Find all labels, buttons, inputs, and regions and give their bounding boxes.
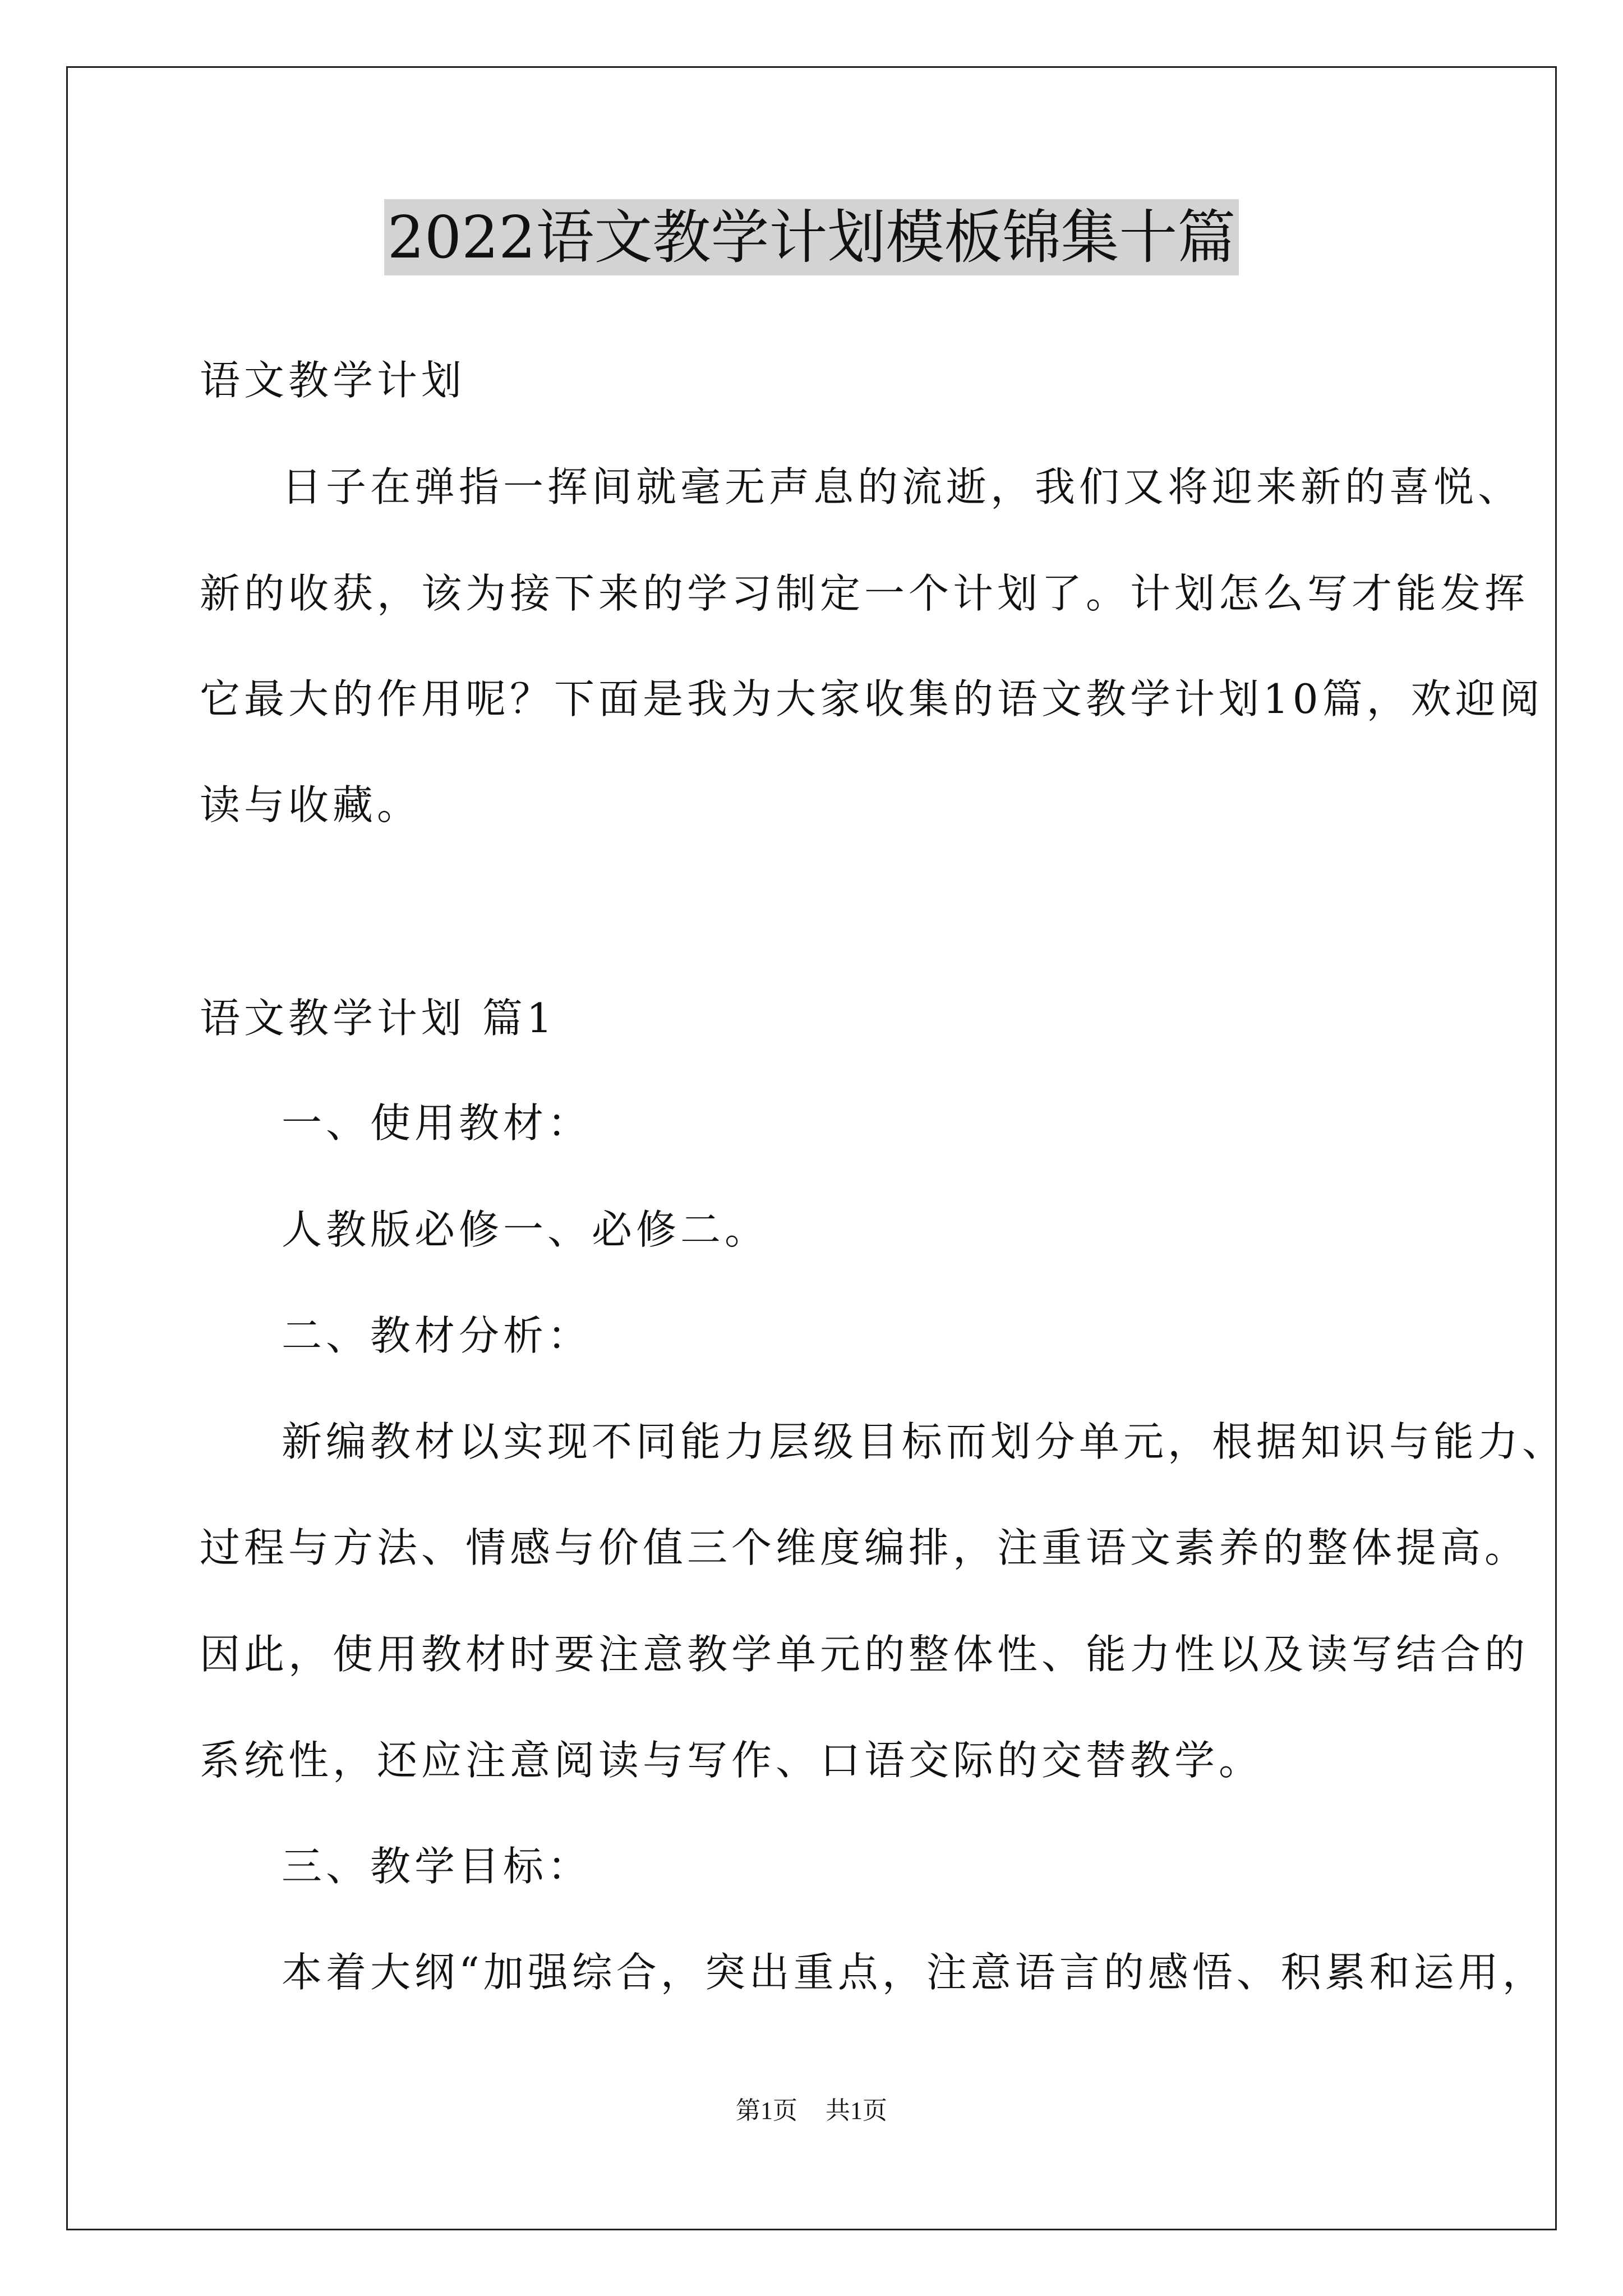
paragraph-line: 新编教材以实现不同能力层级目标而划分单元，根据知识与能力、 [282, 1418, 1567, 1465]
paragraph-line: 因此，使用教材时要注意教学单元的整体性、能力性以及读写结合的 [200, 1631, 1529, 1678]
paragraph-line: 过程与方法、情感与价值三个维度编排，注重语文素养的整体提高。 [200, 1524, 1529, 1571]
paragraph-line: 本着大纲“加强综合，突出重点，注意语言的感悟、积累和运用， [282, 1949, 1547, 1996]
section-heading: 语文教学计划 篇1 [200, 995, 556, 1042]
paragraph-line: 一、使用教材： [282, 1099, 592, 1147]
paragraph-line: 日子在弹指一挥间就毫无声息的流逝，我们又将迎来新的喜悦、 [282, 463, 1523, 510]
title-container [0, 199, 1623, 275]
paragraph-line: 人教版必修一、必修二。 [282, 1206, 769, 1253]
section-heading: 语文教学计划 [200, 357, 466, 404]
paragraph-line: 新的收获，该为接下来的学习制定一个计划了。计划怎么写才能发挥 [200, 570, 1529, 617]
paragraph-line: 读与收藏。 [200, 781, 422, 829]
document-title: 2022语文教学计划模板锦集十篇 [384, 199, 1239, 275]
paragraph-line: 三、教学目标： [282, 1843, 592, 1890]
paragraph-line: 它最大的作用呢？下面是我为大家收集的语文教学计划10篇，欢迎阅 [200, 675, 1544, 723]
page-footer [0, 2095, 1623, 2127]
paragraph-line: 系统性，还应注意阅读与写作、口语交际的交替教学。 [200, 1737, 1264, 1784]
paragraph-line: 二、教材分析： [282, 1312, 592, 1359]
page-total: 共1页 [826, 2097, 887, 2124]
page-number: 第1页 [736, 2097, 797, 2124]
